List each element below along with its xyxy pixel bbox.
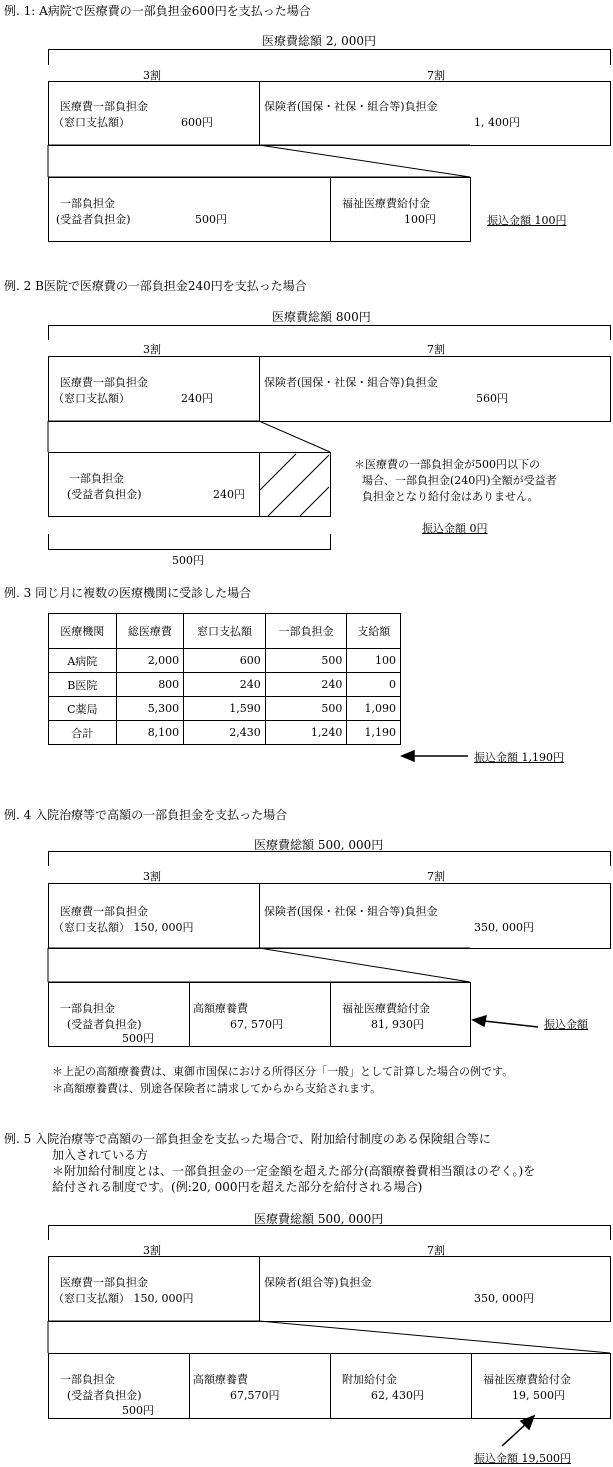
insurer-label: 保険者(国保・社保・組合等)負担金	[264, 100, 438, 113]
example3-table	[48, 613, 401, 745]
beneficiary-label: 一部負担金	[60, 1373, 115, 1386]
example1-welfare-box	[330, 177, 471, 242]
window-payment-sub: （窓口支払額）	[53, 392, 130, 405]
table-cell: 500	[265, 697, 347, 721]
example4-title: 例. 4 入院治療等で高額の一部負担金を支払った場合	[4, 808, 288, 822]
example5-title-line2: 加入されている方	[52, 1148, 149, 1162]
col-payment: 支給額	[347, 614, 401, 649]
example4-note-line2: ＊高額療養費は、別途各保険者に請求してからから支給されます。	[52, 1082, 382, 1095]
col-window-payment: 窓口支払額	[184, 614, 266, 649]
window-payment-sub: （窓口支払額） 150, 000円	[53, 921, 194, 934]
welfare-label: 福祉医療費給付金	[342, 1002, 430, 1015]
table-cell: 5,300	[116, 697, 184, 721]
beneficiary-amount: 500円	[122, 1032, 154, 1045]
example2-note-line2: 場合、一部負担金(240円)全額が受益者	[362, 474, 557, 487]
table-cell: 8,100	[116, 721, 184, 745]
col-total-cost: 総医療費	[116, 614, 184, 649]
beneficiary-sub: (受益者負担金)	[56, 213, 131, 226]
example1-total: 医療費総額 2, 000円	[262, 34, 376, 48]
table-cell: 1,240	[265, 721, 347, 745]
example5-title-line4: 給付される制度です。(例:20, 000円を超えた部分を給付される場合)	[52, 1180, 423, 1194]
table-cell: 240	[265, 673, 347, 697]
example1-window-payment-box	[48, 81, 260, 146]
example2-title: 例. 2 B医院で医療費の一部負担金240円を支払った場合	[4, 279, 307, 293]
example4-insurer-box	[259, 883, 611, 949]
example4-30pct: 3割	[143, 870, 161, 883]
table-cell: 1,090	[347, 697, 401, 721]
insurer-label: 保険者(組合等)負担金	[264, 1276, 372, 1289]
welfare-amount: 100円	[404, 213, 436, 226]
example5-beneficiary-box	[48, 1353, 190, 1419]
example4-window-payment-box	[48, 883, 260, 949]
table-cell: 2,000	[116, 649, 184, 673]
insurer-amount: 1, 400円	[474, 116, 520, 129]
example5-total: 医療費総額 500, 000円	[254, 1212, 384, 1226]
example5-70pct: 7割	[427, 1244, 445, 1257]
window-payment-label: 医療費一部負担金	[60, 1276, 148, 1289]
table-cell: 合計	[49, 721, 117, 745]
insurer-amount: 560円	[476, 392, 508, 405]
table-cell: 1,590	[184, 697, 266, 721]
high-cost-label: 高額療養費	[193, 1002, 248, 1015]
window-payment-label: 医療費一部負担金	[60, 100, 148, 113]
welfare-label: 福祉医療費給付金	[342, 197, 430, 210]
example1-transfer-amount: 振込金額 100円	[487, 214, 567, 227]
example2-note-line3: 負担金となり給付金はありません。	[362, 490, 539, 503]
example1-insurer-box	[259, 81, 611, 146]
example2-beneficiary-box	[48, 452, 260, 517]
beneficiary-label: 一部負担金	[69, 472, 124, 485]
col-institution: 医療機関	[49, 614, 117, 649]
example4-high-cost-box	[189, 982, 331, 1047]
example5-welfare-box	[471, 1353, 611, 1419]
table-row	[49, 721, 401, 745]
example3-title: 例. 3 同じ月に複数の医療機関に受診した場合	[4, 586, 252, 600]
table-row	[49, 649, 401, 673]
insurer-amount: 350, 000円	[474, 921, 534, 934]
beneficiary-sub: (受益者負担金)	[67, 1018, 142, 1031]
example1-title: 例. 1: A病院で医療費の一部負担金600円を支払った場合	[4, 4, 311, 18]
table-header-row	[49, 614, 401, 649]
example5-insurer-box	[259, 1256, 611, 1322]
example2-hatched-box	[259, 452, 331, 517]
table-row	[49, 673, 401, 697]
additional-benefit-label: 附加給付金	[342, 1373, 397, 1386]
example5-transfer-amount: 振込金額 19,500円	[474, 1452, 571, 1465]
additional-benefit-amount: 62, 430円	[371, 1389, 424, 1402]
example2-transfer-amount: 振込金額 0円	[422, 522, 488, 535]
welfare-amount: 81, 930円	[371, 1018, 424, 1031]
example4-beneficiary-box	[48, 982, 190, 1047]
example5-window-payment-box	[48, 1256, 260, 1322]
example2-500yen: 500円	[172, 554, 204, 567]
beneficiary-label: 一部負担金	[60, 1002, 115, 1015]
table-cell: 0	[347, 673, 401, 697]
welfare-amount: 19, 500円	[512, 1389, 565, 1402]
window-payment-label: 医療費一部負担金	[60, 905, 148, 918]
example5-high-cost-box	[189, 1353, 331, 1419]
high-cost-amount: 67,570円	[230, 1389, 280, 1402]
table-row	[49, 697, 401, 721]
window-payment-amount: 600円	[181, 116, 213, 129]
example2-window-payment-box	[48, 356, 260, 422]
high-cost-label: 高額療養費	[193, 1373, 248, 1386]
table-cell: C薬局	[49, 697, 117, 721]
insurer-label: 保険者(国保・社保・組合等)負担金	[264, 905, 438, 918]
beneficiary-amount: 500円	[122, 1404, 154, 1417]
table-cell: 240	[184, 673, 266, 697]
example5-additional-benefit-box	[330, 1353, 472, 1419]
window-payment-sub: （窓口支払額） 150, 000円	[53, 1292, 194, 1305]
example5-30pct: 3割	[143, 1244, 161, 1257]
example4-70pct: 7割	[427, 870, 445, 883]
table-cell: 600	[184, 649, 266, 673]
window-payment-sub: （窓口支払額）	[53, 116, 130, 129]
beneficiary-sub: (受益者負担金)	[67, 488, 142, 501]
example2-insurer-box	[259, 356, 611, 422]
example1-30pct: 3割	[143, 69, 161, 82]
example4-total: 医療費総額 500, 000円	[254, 838, 384, 852]
example4-transfer-amount: 振込金額	[544, 1018, 588, 1031]
table-cell: A病院	[49, 649, 117, 673]
table-cell: 1,190	[347, 721, 401, 745]
table-cell: B医院	[49, 673, 117, 697]
beneficiary-amount: 500円	[195, 213, 227, 226]
example3-transfer-amount: 振込金額 1,190円	[474, 751, 564, 764]
col-copay: 一部負担金	[265, 614, 347, 649]
welfare-label: 福祉医療費給付金	[483, 1373, 571, 1386]
example1-70pct: 7割	[427, 69, 445, 82]
beneficiary-label: 一部負担金	[60, 197, 115, 210]
insurer-label: 保険者(国保・社保・組合等)負担金	[264, 376, 438, 389]
high-cost-amount: 67, 570円	[230, 1018, 283, 1031]
window-payment-label: 医療費一部負担金	[60, 376, 148, 389]
beneficiary-sub: (受益者負担金)	[67, 1389, 142, 1402]
example1-beneficiary-box	[48, 177, 331, 242]
example2-30pct: 3割	[143, 343, 161, 356]
table-cell: 500	[265, 649, 347, 673]
example4-note-line1: ＊上記の高額療養費は、東御市国保における所得区分「一般」として計算した場合の例です。	[52, 1065, 514, 1078]
example2-note-line1: ＊医療費の一部負担金が500円以下の	[354, 458, 540, 471]
beneficiary-amount: 240円	[213, 488, 245, 501]
table-cell: 100	[347, 649, 401, 673]
window-payment-amount: 240円	[181, 392, 213, 405]
example2-total: 医療費総額 800円	[272, 310, 371, 324]
table-cell: 2,430	[184, 721, 266, 745]
example5-title-line3: ＊附加給付制度とは、一部負担金の一定金額を超えた部分(高額療養費相当額はのぞく。)を	[52, 1164, 536, 1178]
insurer-amount: 350, 000円	[474, 1292, 534, 1305]
example5-title-line1: 例. 5 入院治療等で高額の一部負担金を支払った場合で、附加給付制度のある保険組合等に	[4, 1132, 491, 1146]
table-cell: 800	[116, 673, 184, 697]
example2-70pct: 7割	[427, 343, 445, 356]
example4-welfare-box	[330, 982, 471, 1047]
